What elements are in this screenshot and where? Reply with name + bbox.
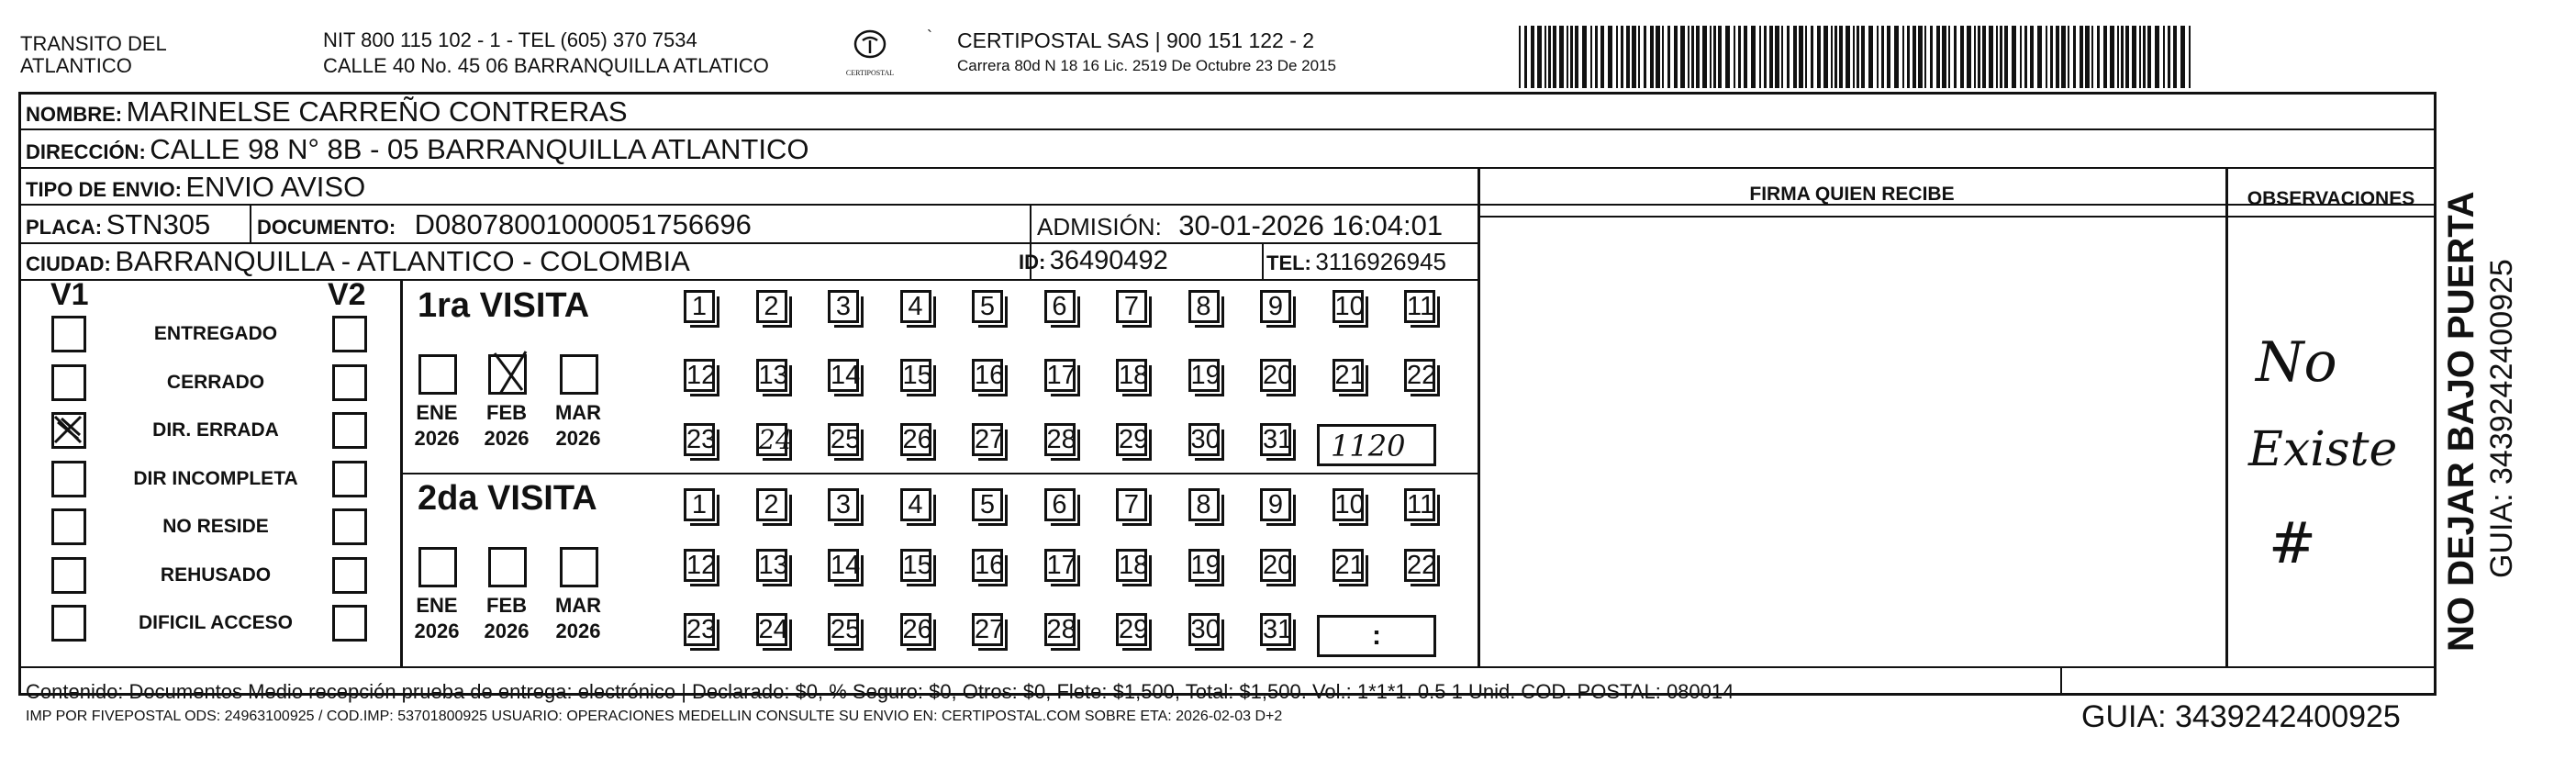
month-year: 2026 [414,619,460,642]
barcode-bar [2061,26,2066,88]
visit1-day-23[interactable]: 23 [684,423,715,456]
barcode-bar [1650,26,1654,88]
observation-handwriting [2248,330,2423,606]
v1-checkbox[interactable] [51,461,86,497]
visit1-day-27[interactable]: 27 [972,423,1003,456]
barcode-bar [2020,26,2022,88]
visit1-day-30[interactable]: 30 [1188,423,1220,456]
barcode-bar [2168,26,2170,88]
v1-checkbox[interactable] [51,316,86,352]
visit2-day-17[interactable]: 17 [1044,549,1076,582]
visit2-day-6[interactable]: 6 [1044,488,1076,521]
type-value: ENVIO AVISO [185,171,366,203]
v2-checkbox[interactable] [332,605,367,642]
cell-divider [250,204,251,242]
barcode-bar [1982,26,1986,88]
visit1-day-2[interactable]: 2 [756,290,787,323]
type-row [26,171,365,204]
month-name: MAR [554,401,602,424]
tel-cell [1266,248,1446,276]
visit2-month-checkbox[interactable] [488,547,527,587]
barcode-bar [2073,26,2076,88]
barcode-bar [2030,26,2034,88]
barcode-bar [1751,26,1756,88]
name-row [26,95,628,128]
barcode-bar [1918,26,1923,88]
address-value: CALLE 98 N° 8B - 05 BARRANQUILLA ATLANTICO [150,133,809,165]
document-value: D08078001000051756696 [414,208,752,240]
visit2-month-label [409,593,464,644]
handwriting-line-3: # [2269,509,2316,576]
visit1-day-12[interactable]: 12 [684,359,715,392]
barcode-bar [2012,26,2016,88]
barcode-bar [2024,26,2027,88]
visit1-day-11[interactable]: 11 [1404,290,1435,323]
visit1-day-24[interactable]: 24 [756,423,787,456]
barcode-bar [1936,26,1940,88]
visit1-day-5[interactable]: 5 [972,290,1003,323]
barcode-bar [2037,26,2042,88]
id-cell [1019,246,1168,276]
barcode-bar [2085,26,2090,88]
barcode-bar [1570,26,1573,88]
signature-area[interactable] [1481,220,2223,664]
barcode-bar [2091,26,2093,88]
barcode-bar [1967,26,1971,88]
sender-line-1: TRANSITO DEL [20,32,167,55]
visit2-day-5[interactable]: 5 [972,488,1003,521]
barcode-bar [2155,26,2159,88]
barcode-bar [1996,26,1998,88]
address-label: DIRECCIÓN: [26,140,146,163]
visit2-day-13[interactable]: 13 [756,549,787,582]
barcode-bar [2004,26,2008,88]
visit2-day-9[interactable]: 9 [1260,488,1291,521]
status-label: NO RESIDE [162,516,269,537]
v1-header: V1 [50,277,89,312]
side-warning: NO DEJAR BAJO PUERTA [2441,191,2481,652]
visit2-day-1[interactable]: 1 [684,488,715,521]
sender-name [20,33,167,77]
barcode-bar [1734,26,1735,88]
visit2-month-label [479,593,534,644]
plate-value: STN305 [106,208,211,240]
visit2-day-28[interactable]: 28 [1044,613,1076,646]
v2-checkbox[interactable] [332,461,367,497]
barcode-bar [2132,26,2136,88]
barcode-bar [1887,26,1890,88]
visit1-time-box[interactable] [1317,424,1436,466]
barcode-bar [2147,26,2151,88]
id-label: ID: [1019,251,1046,273]
barcode-bar [1894,26,1899,88]
barcode-bar [1710,26,1712,88]
barcode-bar [1662,26,1664,88]
name-value: MARINELSE CARREÑO CONTRERAS [126,95,628,128]
month-name: FEB [486,594,527,617]
visit2-day-16[interactable]: 16 [972,549,1003,582]
visit1-title: 1ra VISITA [418,286,590,325]
barcode-bar [1744,26,1747,88]
visit2-day-7[interactable]: 7 [1116,488,1147,521]
row-divider [1478,216,2437,218]
visit1-day-17[interactable]: 17 [1044,359,1076,392]
barcode-bar [1575,26,1578,88]
visit2-day-4[interactable]: 4 [900,488,931,521]
barcode-bar [1839,26,1843,88]
handwriting-line-1: No [2256,330,2337,395]
barcode-bar [1559,26,1564,88]
visit2-day-14[interactable]: 14 [828,549,859,582]
id-value: 36490492 [1049,246,1168,275]
visit2-day-22[interactable]: 22 [1404,549,1435,582]
barcode-bar [1868,26,1873,88]
barcode-bar [2050,26,2053,88]
status-label: DIR INCOMPLETA [133,467,298,489]
visit2-day-10[interactable]: 10 [1333,488,1364,521]
barcode-bar [2000,26,2002,88]
visit2-day-20[interactable]: 20 [1260,549,1291,582]
barcode-bar [1544,26,1546,88]
barcode-bar [2068,26,2069,88]
barcode-bar [1548,26,1551,88]
barcode-bar [1942,26,1946,88]
barcode-bar [2097,26,2100,88]
visit1-day-21[interactable]: 21 [1333,359,1364,392]
barcode-bar [1531,26,1534,88]
barcode-bar [2173,26,2177,88]
visit2-day-11[interactable]: 11 [1404,488,1435,521]
barcode-bar [1567,26,1568,88]
tel-label: TEL: [1266,251,1311,274]
visit2-day-29[interactable]: 29 [1116,613,1147,646]
barcode-bar [1590,26,1592,88]
barcode-bar [1738,26,1741,88]
row-divider [18,167,2437,169]
visit2-day-3[interactable]: 3 [828,488,859,521]
v2-checkbox[interactable] [332,364,367,401]
visit1-day-29[interactable]: 29 [1116,423,1147,456]
observations-header: OBSERVACIONES [2247,188,2415,209]
barcode-bar [2046,26,2047,88]
row-divider [18,279,1478,281]
barcode-bar [1691,26,1694,88]
barcode-bar [1954,26,1957,88]
barcode-bar [1799,26,1803,88]
barcode-bar [1519,26,1521,88]
barcode-bar [1696,26,1700,88]
visit2-day-18[interactable]: 18 [1116,549,1147,582]
month-name: MAR [554,594,602,617]
visit1-month-label [409,400,464,452]
barcode-bar [1656,26,1660,88]
barcode-bar [1787,26,1790,88]
barcode-bar [1725,26,1730,88]
visit1-day-9[interactable]: 9 [1260,290,1291,323]
visit1-day-10[interactable]: 10 [1333,290,1364,323]
visit1-day-6[interactable]: 6 [1044,290,1076,323]
row-divider [18,666,2437,668]
visit2-title: 2da VISITA [418,479,597,518]
barcode-bar [1775,26,1779,88]
courier-license: Carrera 80d N 18 16 Lic. 2519 De Octubre 23 De 2015 [957,57,1336,74]
v1-checkbox[interactable] [51,508,86,545]
status-label: DIR. ERRADA [152,419,279,441]
barcode-bar [1805,26,1807,88]
certipostal-logo-icon [842,28,898,64]
row-divider [18,128,2437,130]
barcode-bar [1811,26,1813,88]
visit1-month-checkbox[interactable] [488,354,527,395]
barcode-bar [1978,26,1980,88]
sender-address: CALLE 40 No. 45 06 BARRANQUILLA ATLATICO [323,54,769,77]
visit2-day-2[interactable]: 2 [756,488,787,521]
barcode [1519,26,2198,90]
row-divider [18,242,1478,244]
v1-checkbox[interactable] [51,412,86,449]
visit1-month-label [551,400,606,452]
visit2-day-21[interactable]: 21 [1333,549,1364,582]
visit1-day-16[interactable]: 16 [972,359,1003,392]
visit2-day-8[interactable]: 8 [1188,488,1220,521]
barcode-bar [1853,26,1855,88]
col-divider [2225,167,2228,666]
visit2-day-23[interactable]: 23 [684,613,715,646]
barcode-bar [1974,26,1976,88]
city-value: BARRANQUILLA - ATLANTICO - COLOMBIA [115,245,690,277]
barcode-bar [1834,26,1837,88]
tick-mark: ` [927,28,932,46]
v1-checkbox[interactable] [51,605,86,642]
visit1-day-13[interactable]: 13 [756,359,787,392]
barcode-bar [1553,26,1556,88]
city-row [26,245,690,278]
barcode-bar [1877,26,1879,88]
barcode-bar [1781,26,1783,88]
courier-name: CERTIPOSTAL SAS | 900 151 122 - 2 [957,28,1315,52]
barcode-bar [1632,26,1636,88]
footer-content: Contenido: Documentos Medio recepción prueba de entrega: electrónico | Declarado: $0, % Seguro: $0, Otros: $0, Flete: $1,500, Total: $1,500. Vol.: 1*1*1. 0.5 1 Unid. COD. POSTAL: 080014 [26,680,1734,703]
month-year: 2026 [484,427,530,450]
visit1-day-7[interactable]: 7 [1116,290,1147,323]
address-row [26,133,808,166]
visit2-day-12[interactable]: 12 [684,549,715,582]
visit2-day-24[interactable]: 24 [756,613,787,646]
visit1-day-4[interactable]: 4 [900,290,931,323]
barcode-bar [1718,26,1722,88]
barcode-bar [1582,26,1587,88]
certipostal-logo [842,28,898,81]
signature-header: FIRMA QUIEN RECIBE [1749,184,1955,205]
barcode-bar [1702,26,1707,88]
month-year: 2026 [414,427,460,450]
barcode-bar [2163,26,2165,88]
visit1-day-22[interactable]: 22 [1404,359,1435,392]
barcode-bar [2110,26,2114,88]
barcode-bar [1817,26,1821,88]
barcode-bar [2139,26,2141,88]
barcode-bar [1857,26,1859,88]
courier-info [957,29,1336,75]
visit2-month-checkbox[interactable] [560,547,598,587]
visit2-day-31[interactable]: 31 [1260,613,1291,646]
visit2-day-30[interactable]: 30 [1188,613,1220,646]
barcode-bar [1626,26,1630,88]
visit1-month-checkbox[interactable] [560,354,598,395]
visit1-handwritten-time: 1120 [1331,429,1406,463]
barcode-bar [2056,26,2059,88]
barcode-bar [1907,26,1910,88]
nit-line: NIT 800 115 102 - 1 - TEL (605) 370 7534 [323,28,697,51]
barcode-bar [1680,26,1685,88]
barcode-bar [1989,26,1993,88]
visit1-day-20[interactable]: 20 [1260,359,1291,392]
footer-imp: IMP POR FIVEPOSTAL ODS: 24963100925 / COD.IMP: 53701800925 USUARIO: OPERACIONES MEDELLIN CONSULTE SU ENVIO EN: CERTIPOSTAL.COM SOBRE ETA: 2026-02-03 D+2 [26,709,1283,724]
status-label: REHUSADO [160,564,272,586]
plate-label: PLACA: [26,216,103,239]
v2-checkbox[interactable] [332,508,367,545]
barcode-bar [2180,26,2185,88]
admission-cell [1037,209,1443,242]
barcode-bar [1713,26,1716,88]
barcode-bar [1537,26,1542,88]
cell-divider [1262,242,1264,279]
handwriting-line-2: Existe [2248,422,2398,477]
status-divider [400,279,403,666]
visit2-time-box[interactable]: : [1317,615,1436,657]
barcode-bar [1600,26,1604,88]
barcode-bar [2117,26,2119,88]
document-cell [257,208,752,241]
tel-value: 3116926945 [1315,248,1447,275]
barcode-bar [1831,26,1833,88]
month-year: 2026 [555,427,601,450]
barcode-bar [2080,26,2083,88]
side-guide: GUIA: 3439242400925 [2484,259,2519,578]
v2-checkbox[interactable] [332,557,367,594]
visit1-day-25[interactable]: 25 [828,423,859,456]
month-year: 2026 [555,619,601,642]
sender-details [323,29,769,77]
barcode-bar [1960,26,1964,88]
v1-checkbox[interactable] [51,557,86,594]
month-name: FEB [486,401,527,424]
barcode-bar [1764,26,1767,88]
barcode-bar [1524,26,1527,88]
barcode-bar [1902,26,1904,88]
visit1-day-14[interactable]: 14 [828,359,859,392]
barcode-bar [1948,26,1950,88]
visit1-month-checkbox[interactable] [418,354,457,395]
visit1-day-31[interactable]: 31 [1260,423,1291,456]
admission-label: ADMISIÓN: [1037,213,1162,240]
visit1-month-label [479,400,534,452]
footer-guide: GUIA: 3439242400925 [2081,699,2401,734]
document-label: DOCUMENTO: [257,216,396,239]
visit1-day-19[interactable]: 19 [1188,359,1220,392]
status-label: DIFICIL ACCESO [138,612,293,633]
barcode-bar [2121,26,2124,88]
visit2-day-15[interactable]: 15 [900,549,931,582]
visit2-day-26[interactable]: 26 [900,613,931,646]
barcode-bar [1924,26,1926,88]
visit1-day-26[interactable]: 26 [900,423,931,456]
barcode-bar [1759,26,1761,88]
visit1-day-3[interactable]: 3 [828,290,859,323]
barcode-bar [1912,26,1916,88]
barcode-bar [1793,26,1797,88]
barcode-bar [1688,26,1689,88]
barcode-bar [1644,26,1646,88]
visit2-month-label [551,593,606,644]
city-label: CIUDAD: [26,252,111,275]
barcode-bar [1846,26,1850,88]
visit2-month-checkbox[interactable] [418,547,457,587]
month-name: ENE [416,594,458,617]
barcode-bar [2143,26,2146,88]
footer-divider [2060,666,2062,696]
v2-header: V2 [328,277,366,312]
v1-checkbox[interactable] [51,364,86,401]
visit2-day-25[interactable]: 25 [828,613,859,646]
visit1-day-28[interactable]: 28 [1044,423,1076,456]
v2-checkbox[interactable] [332,412,367,449]
visit-divider [402,473,1478,474]
v2-checkbox[interactable] [332,316,367,352]
col-divider [2434,167,2437,696]
plate-cell [26,208,210,241]
visit1-day-8[interactable]: 8 [1188,290,1220,323]
logo-caption: CERTIPOSTAL [845,69,895,77]
barcode-bar [1638,26,1640,88]
barcode-bar [1621,26,1623,88]
barcode-bar [1881,26,1884,88]
barcode-bar [1930,26,1933,88]
month-name: ENE [416,401,458,424]
barcode-bar [1861,26,1865,88]
barcode-bar [1674,26,1678,88]
name-label: NOMBRE: [26,103,123,126]
status-label: ENTREGADO [153,323,278,344]
barcode-bar [1616,26,1618,88]
admission-value: 30-01-2026 16:04:01 [1178,209,1444,241]
visit2-day-27[interactable]: 27 [972,613,1003,646]
barcode-bar [1769,26,1773,88]
visit1-day-1[interactable]: 1 [684,290,715,323]
sender-line-2: ATLANTICO [20,54,132,77]
visit1-day-18[interactable]: 18 [1116,359,1147,392]
visit1-day-15[interactable]: 15 [900,359,931,392]
month-year: 2026 [484,619,530,642]
col-divider [1478,167,1480,666]
barcode-bar [1595,26,1598,88]
barcode-bar [2189,26,2191,88]
barcode-bar [1667,26,1670,88]
barcode-bar [2125,26,2129,88]
barcode-bar [1608,26,1612,88]
type-label: TIPO DE ENVIO: [26,178,182,201]
barcode-bar [2103,26,2107,88]
barcode-bar [1823,26,1828,88]
status-label: CERRADO [166,371,265,393]
visit2-day-19[interactable]: 19 [1188,549,1220,582]
